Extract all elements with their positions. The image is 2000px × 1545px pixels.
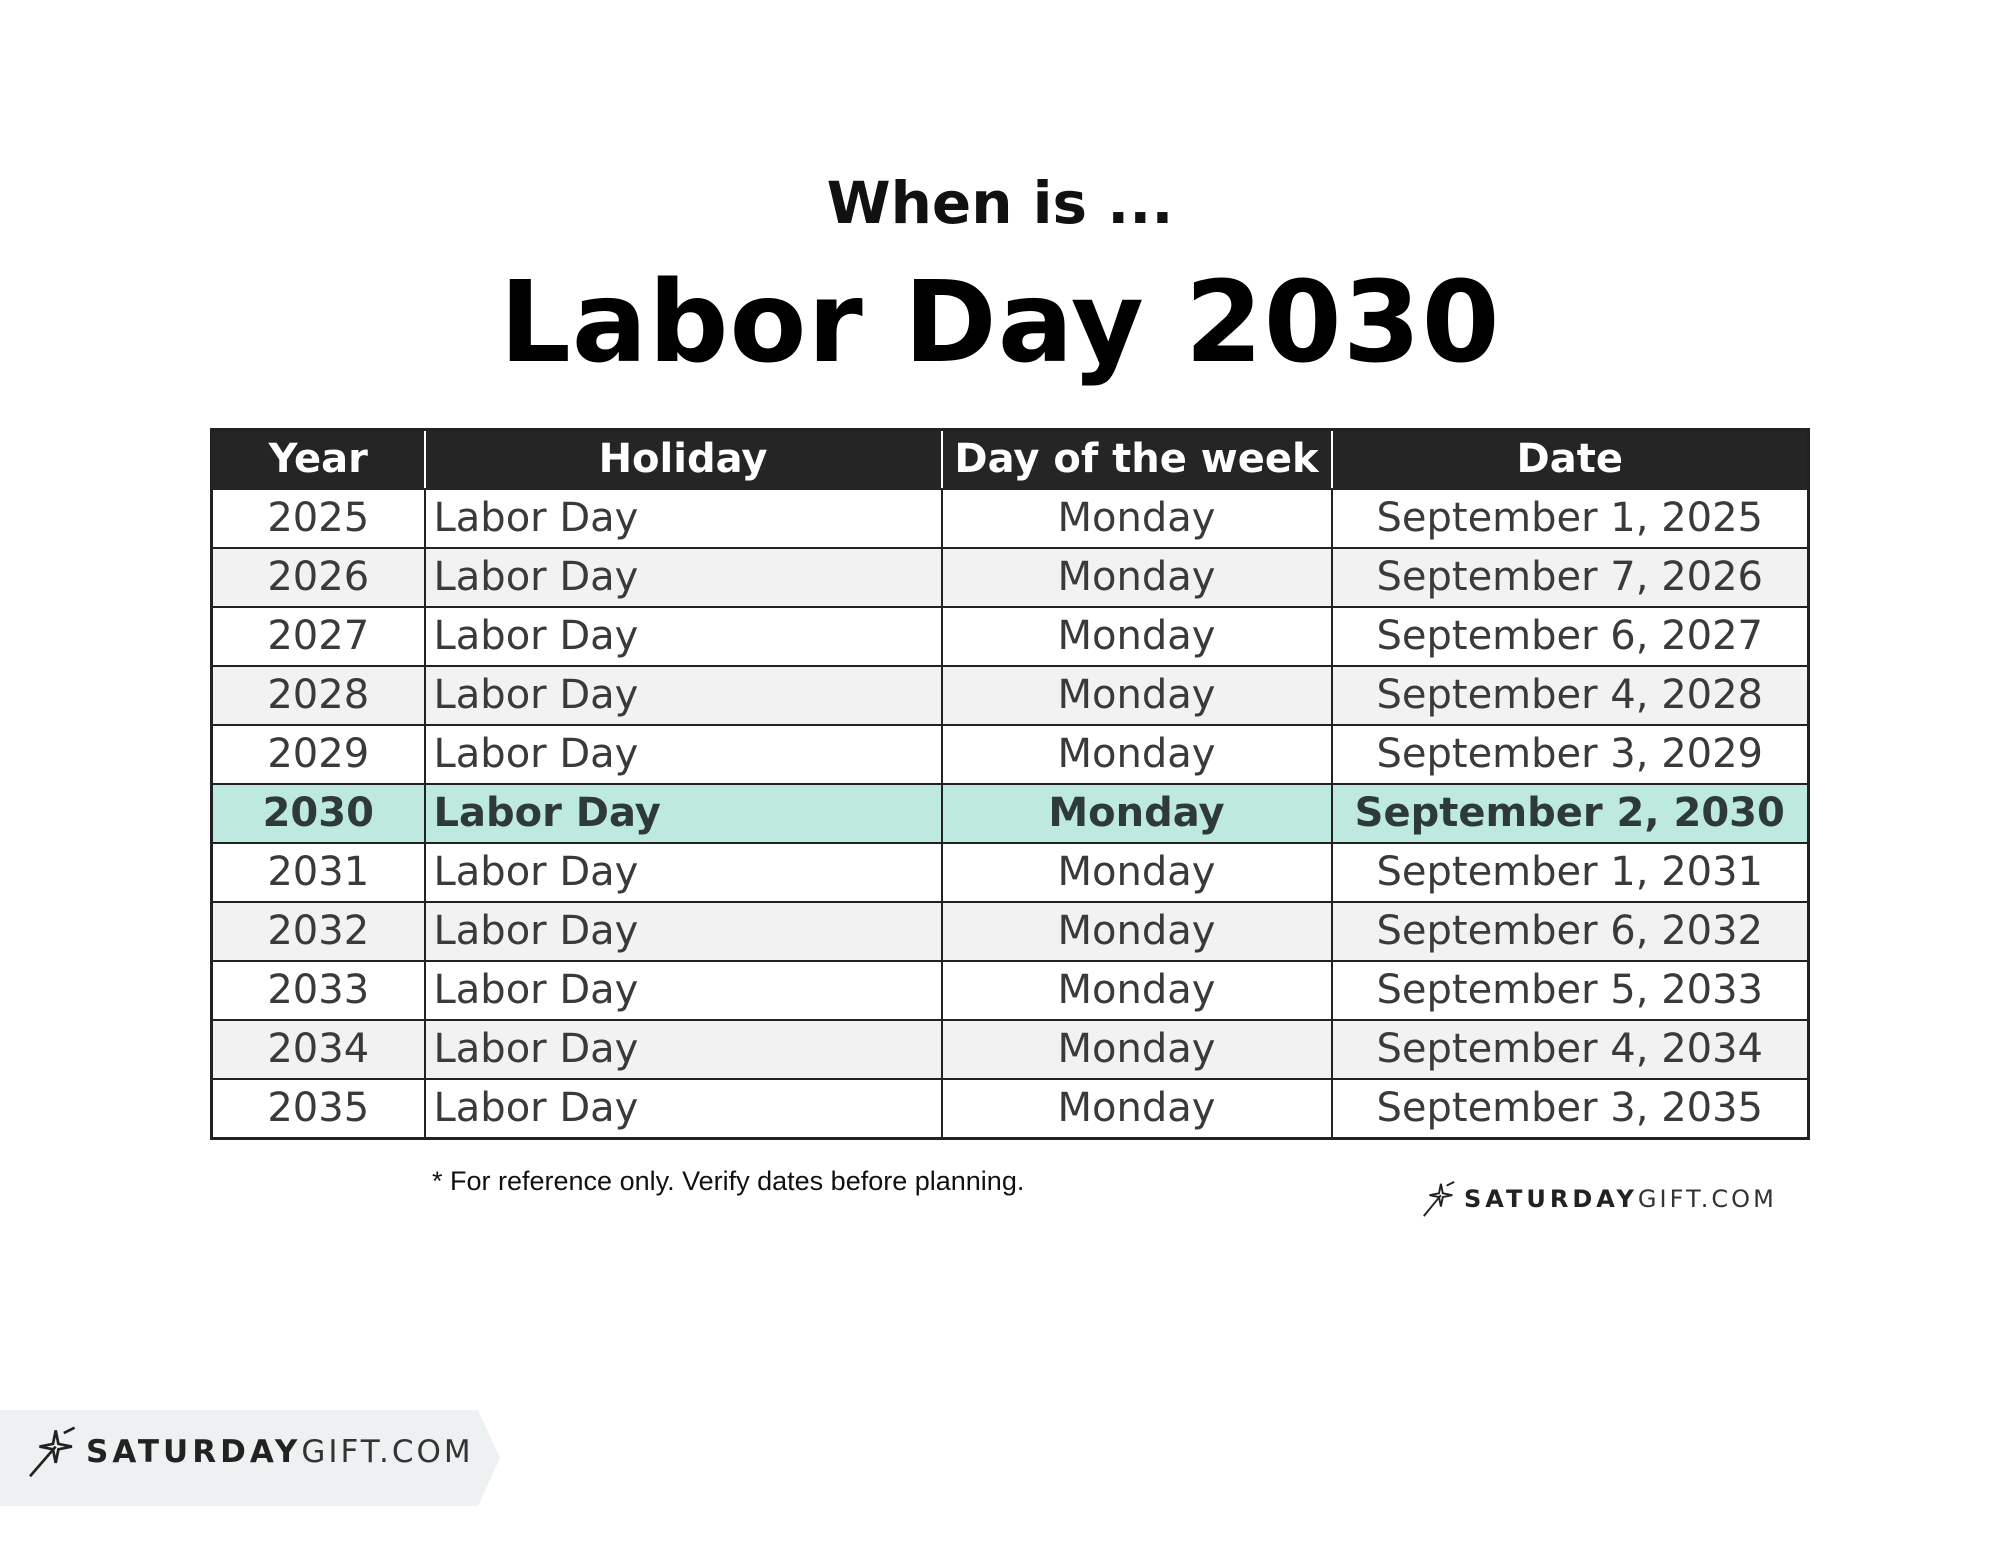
cell-holiday: Labor Day <box>425 784 942 843</box>
cell-year: 2030 <box>212 784 425 843</box>
cell-holiday: Labor Day <box>425 902 942 961</box>
cell-year: 2025 <box>212 489 425 548</box>
cell-year: 2032 <box>212 902 425 961</box>
brand-name-strong: SATURDAY <box>86 1434 302 1470</box>
cell-day-of-week: Monday <box>942 961 1332 1020</box>
table-row <box>212 961 1809 1020</box>
cell-holiday: Labor Day <box>425 607 942 666</box>
column-header-day-of-week: Day of the week <box>942 430 1332 490</box>
cell-holiday: Labor Day <box>425 489 942 548</box>
table-row <box>212 843 1809 902</box>
cell-date: September 4, 2028 <box>1332 666 1809 725</box>
ribbon-sparkle-icon <box>26 1425 86 1479</box>
cell-year: 2028 <box>212 666 425 725</box>
cell-day-of-week: Monday <box>942 548 1332 607</box>
cell-year: 2026 <box>212 548 425 607</box>
cell-day-of-week: Monday <box>942 666 1332 725</box>
column-header-year: Year <box>212 430 425 490</box>
cell-date: September 1, 2025 <box>1332 489 1809 548</box>
table-header-row <box>212 430 1809 490</box>
cell-date: September 3, 2029 <box>1332 725 1809 784</box>
table-row <box>212 607 1809 666</box>
cell-holiday: Labor Day <box>425 961 942 1020</box>
table-row <box>212 1079 1809 1139</box>
cell-year: 2035 <box>212 1079 425 1139</box>
cell-date: September 2, 2030 <box>1332 784 1809 843</box>
cell-date: September 3, 2035 <box>1332 1079 1809 1139</box>
cell-date: September 1, 2031 <box>1332 843 1809 902</box>
brand-name-light: GIFT.COM <box>301 1434 474 1470</box>
cell-date: September 6, 2032 <box>1332 902 1809 961</box>
table-body <box>212 489 1809 1139</box>
cell-year: 2027 <box>212 607 425 666</box>
table-row <box>212 666 1809 725</box>
table-row <box>212 489 1809 548</box>
cell-holiday: Labor Day <box>425 1020 942 1079</box>
table-row <box>212 725 1809 784</box>
cell-holiday: Labor Day <box>425 725 942 784</box>
brand-logo-bottom <box>26 1425 474 1479</box>
footnote: * For reference only. Verify dates before planning. <box>432 1166 1025 1196</box>
cell-year: 2029 <box>212 725 425 784</box>
cell-holiday: Labor Day <box>425 843 942 902</box>
column-header-holiday: Holiday <box>425 430 942 490</box>
brand-name-light: GIFT.COM <box>1637 1185 1777 1213</box>
page-subtitle: When is ... <box>826 169 1174 237</box>
cell-date: September 7, 2026 <box>1332 548 1809 607</box>
column-header-date: Date <box>1332 430 1809 490</box>
cell-holiday: Labor Day <box>425 1079 942 1139</box>
cell-day-of-week: Monday <box>942 1020 1332 1079</box>
cell-date: September 6, 2027 <box>1332 607 1809 666</box>
cell-day-of-week: Monday <box>942 607 1332 666</box>
table-row <box>212 902 1809 961</box>
table-row <box>212 784 1809 843</box>
ribbon-sparkle-icon <box>1420 1180 1464 1218</box>
cell-day-of-week: Monday <box>942 902 1332 961</box>
page-title: Labor Day 2030 <box>499 258 1501 388</box>
labor-day-table <box>210 428 1810 1140</box>
cell-date: September 5, 2033 <box>1332 961 1809 1020</box>
cell-year: 2033 <box>212 961 425 1020</box>
cell-holiday: Labor Day <box>425 666 942 725</box>
cell-year: 2031 <box>212 843 425 902</box>
table-row <box>212 548 1809 607</box>
cell-day-of-week: Monday <box>942 1079 1332 1139</box>
cell-holiday: Labor Day <box>425 548 942 607</box>
cell-year: 2034 <box>212 1020 425 1079</box>
cell-day-of-week: Monday <box>942 784 1332 843</box>
brand-name-strong: SATURDAY <box>1464 1185 1638 1213</box>
cell-day-of-week: Monday <box>942 725 1332 784</box>
cell-day-of-week: Monday <box>942 489 1332 548</box>
brand-logo-top <box>1420 1180 1777 1218</box>
cell-day-of-week: Monday <box>942 843 1332 902</box>
cell-date: September 4, 2034 <box>1332 1020 1809 1079</box>
table-row <box>212 1020 1809 1079</box>
